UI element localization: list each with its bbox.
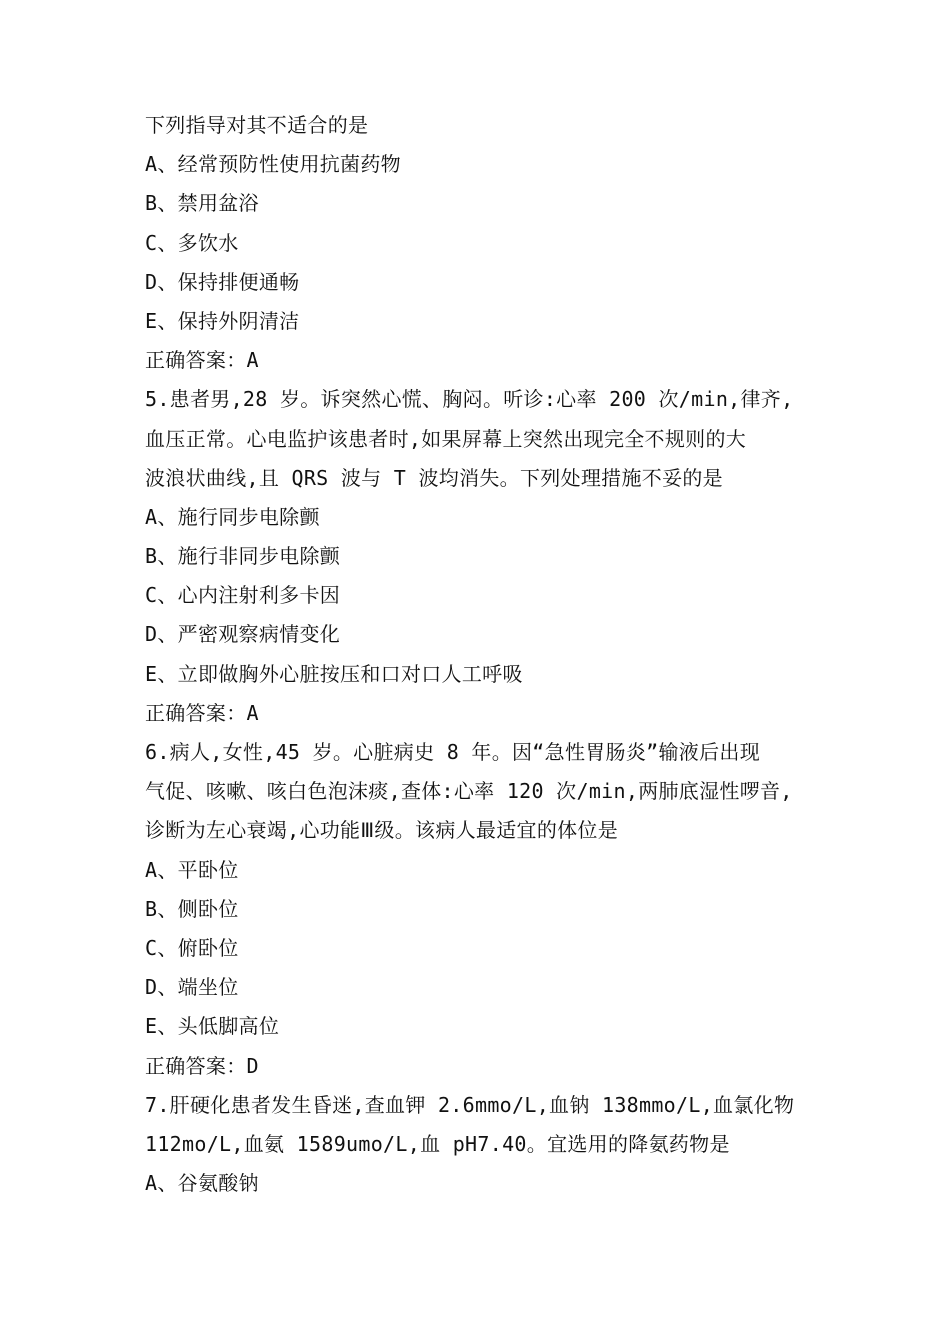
question-text-line: 6.病人,女性,45 岁。心脏病史 8 年。因“急性胃肠炎”输液后出现 [145, 740, 760, 764]
question-text-line: 7.肝硬化患者发生昏迷,查血钾 2.6mmo/L,血钠 138mmo/L,血氯化物 [145, 1092, 795, 1117]
answer-option: E、头低脚高位 [145, 1014, 280, 1039]
answer-option: B、禁用盆浴 [145, 191, 259, 216]
question-text-line: 血压正常。心电监护该患者时,如果屏幕上突然出现完全不规则的大 [145, 426, 747, 451]
answer-option: D、严密观察病情变化 [145, 622, 341, 647]
answer-option: D、保持排便通畅 [145, 269, 300, 294]
question-text-line: 诊断为左心衰竭,心功能Ⅲ级。该病人最适宜的体位是 [145, 818, 619, 843]
answer-option: B、施行非同步电除颤 [145, 544, 341, 569]
question-text-line: 气促、咳嗽、咳白色泡沫痰,查体:心率 120 次/min,两肺底湿性啰音, [145, 779, 793, 804]
answer-option: A、平卧位 [145, 857, 239, 882]
question-text-line: 波浪状曲线,且 QRS 波与 T 波均消失。下列处理措施不妥的是 [145, 465, 723, 490]
answer-option: D、端坐位 [145, 975, 239, 1000]
answer-option: E、保持外阴清洁 [145, 308, 300, 333]
question-text: 下列指导对其不适合的是 [145, 113, 369, 137]
answer-option: A、谷氨酸钠 [145, 1171, 259, 1196]
answer-option: C、心内注射利多卡因 [145, 583, 341, 608]
answer-option: A、施行同步电除颤 [145, 504, 320, 529]
correct-answer: 正确答案：A [145, 700, 259, 725]
correct-answer: 正确答案：A [145, 348, 259, 373]
document-page [145, 106, 810, 1203]
answer-option: C、俯卧位 [145, 935, 239, 960]
correct-answer: 正确答案：D [145, 1053, 259, 1078]
question-text-line: 112mo/L,血氨 1589umo/L,血 pH7.40。宜选用的降氨药物是 [145, 1131, 730, 1156]
answer-option: A、经常预防性使用抗菌药物 [145, 152, 401, 177]
answer-option: E、立即做胸外心脏按压和口对口人工呼吸 [145, 661, 523, 686]
answer-option: B、侧卧位 [145, 896, 239, 921]
question-text-line: 5.患者男,28 岁。诉突然心慌、胸闷。听诊:心率 200 次/min,律齐, [145, 387, 794, 412]
answer-option: C、多饮水 [145, 230, 239, 255]
